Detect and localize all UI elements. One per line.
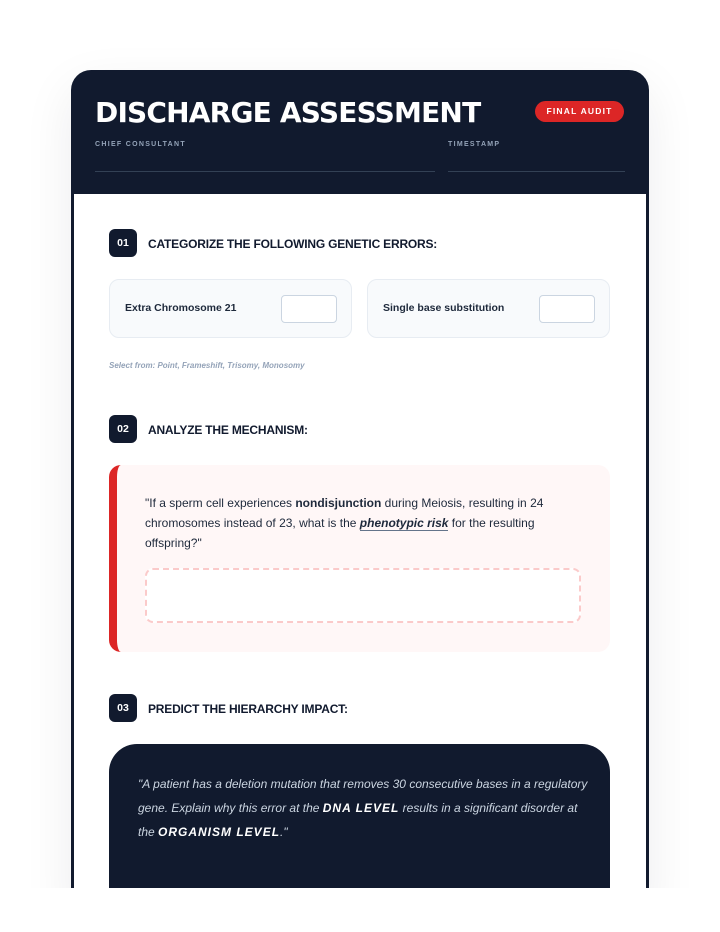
bottom-fade: [0, 888, 720, 932]
mechanism-answer-field[interactable]: [145, 568, 581, 623]
keyword-dna-level: DNA LEVEL: [322, 801, 400, 815]
assessment-card: [71, 70, 649, 910]
question-title-2: ANALYZE THE MECHANISM:: [148, 423, 308, 437]
hierarchy-question-text: "A patient has a deletion mutation that removes 30 consecutive bases in a regulatory gene. Explain why this error at the DNA LEVEL results in a significant disorder at the ORGANISM LEVEL.": [138, 777, 588, 839]
item-label: Extra Chromosome 21: [125, 302, 237, 314]
timestamp-field[interactable]: [448, 171, 625, 172]
mechanism-question-box: [109, 465, 610, 652]
page-title: DISCHARGE ASSESSMENT: [95, 96, 481, 129]
question-title-3: PREDICT THE HIERARCHY IMPACT:: [148, 702, 348, 716]
chief-consultant-field[interactable]: [95, 171, 435, 172]
timestamp-label: TIMESTAMP: [448, 141, 501, 148]
keyword-organism-level: ORGANISM LEVEL: [158, 825, 281, 839]
status-badge: FINAL AUDIT: [535, 101, 624, 122]
question-number-2: 02: [109, 415, 137, 443]
card-border-left: [71, 194, 74, 910]
header: [71, 70, 649, 194]
question-number-1: 01: [109, 229, 137, 257]
question-number-3: 03: [109, 694, 137, 722]
hierarchy-question-box: [109, 744, 610, 910]
keyword-phenotypic-risk: phenotypic risk: [359, 516, 449, 530]
mechanism-question-text: "If a sperm cell experiences nondisjunction during Meiosis, resulting in 24 chromosomes instead of 23, what is the phenotypic risk for the resulting offspring?": [145, 496, 544, 550]
question-title-1: CATEGORIZE THE FOLLOWING GENETIC ERRORS:: [148, 237, 438, 251]
categorize-item-2: [367, 279, 610, 338]
chief-consultant-label: CHIEF CONSULTANT: [95, 141, 186, 148]
categorize-item-1: [109, 279, 352, 338]
item-label: Single base substitution: [383, 302, 505, 314]
answer-input-1[interactable]: [281, 295, 337, 323]
answer-input-2[interactable]: [539, 295, 595, 323]
keyword-nondisjunction: nondisjunction: [295, 496, 382, 510]
options-hint: Select from: Point, Frameshift, Trisomy, Monosomy: [109, 361, 305, 370]
card-border-right: [646, 194, 649, 910]
